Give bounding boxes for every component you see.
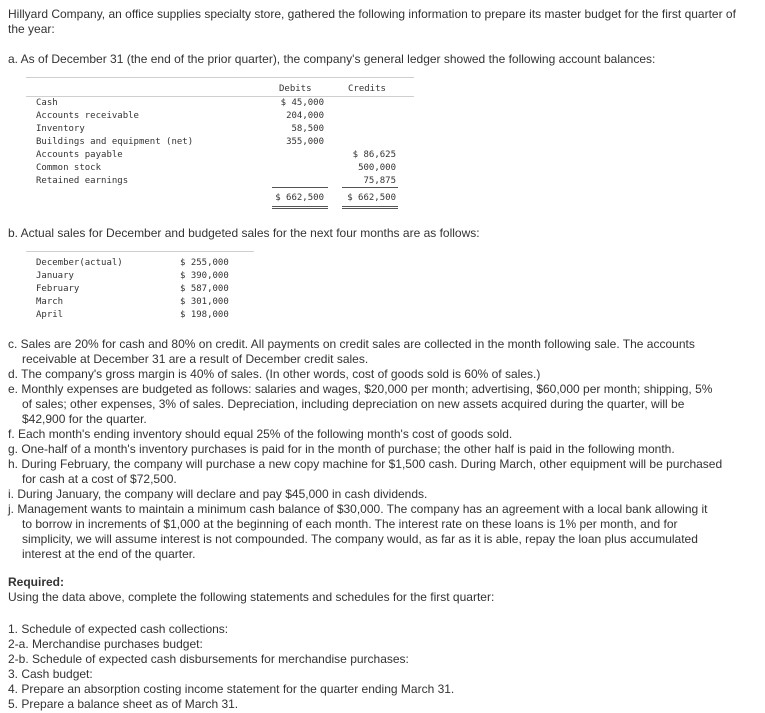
ledger-debit-value: 58,500 — [291, 124, 324, 134]
sales-amount-value: $ 390,000 — [180, 271, 229, 281]
item-j-line: interest at the end of the quarter. — [22, 547, 196, 561]
required-label: Required: — [8, 575, 65, 589]
ledger-table — [26, 77, 416, 211]
required-text: Using the data above, complete the following statements and schedules for the first quarter: — [8, 590, 495, 604]
sales-table — [26, 251, 256, 326]
list-item: 2-b. Schedule of expected cash disbursements for merchandise purchases: — [8, 652, 409, 666]
list-item: 3. Cash budget: — [8, 667, 93, 681]
item-j-line: to borrow in increments of $1,000 at the beginning of each month. The interest rate on these loans is 1% per month, and for — [22, 517, 678, 531]
ledger-row-name: Inventory — [36, 124, 85, 134]
ledger-debits-column — [264, 97, 324, 149]
item-h-line: for cash at a cost of $72,500. — [22, 472, 177, 486]
ledger-debit-value: $ 45,000 — [280, 98, 324, 108]
sales-amount-value: $ 587,000 — [180, 284, 229, 294]
ledger-row-name: Buildings and equipment (net) — [36, 137, 194, 147]
part-b-heading: b. Actual sales for December and budgeted sales for the next four months are as follows: — [8, 226, 480, 240]
ledger-row-name: Retained earnings — [36, 176, 129, 186]
sales-months — [36, 257, 123, 322]
ledger-total-debit: $ 662,500 — [275, 193, 324, 203]
required-list — [8, 622, 454, 712]
item-e-line: e. Monthly expenses are budgeted as follows: salaries and wages, $20,000 per month; advertising, $60,000 per month; shipping, 5% — [8, 382, 713, 396]
item-e — [8, 382, 760, 427]
sales-month-label: January — [36, 271, 74, 281]
item-d: d. The company's gross margin is 40% of sales. (In other words, cost of goods sold is 60% of sales.) — [8, 367, 541, 381]
sales-month-label: March — [36, 297, 64, 307]
item-h-line: h. During February, the company will purchase a new copy machine for $1,500 cash. During March, other equipment will be purchased — [8, 457, 723, 471]
list-item: 2-a. Merchandise purchases budget: — [8, 637, 203, 651]
part-a-heading: a. As of December 31 (the end of the prior quarter), the company's general ledger showed the following account balances: — [8, 52, 656, 66]
item-e-line: of sales; other expenses, 3% of sales. Depreciation, including depreciation on new assets acquired during the quarter, will be — [22, 397, 685, 411]
ledger-debit-value: 204,000 — [286, 111, 324, 121]
col-debits-header: Debits — [279, 84, 312, 94]
item-f: f. Each month's ending inventory should equal 25% of the following month's cost of goods sold. — [8, 427, 513, 441]
ledger-credit-value: $ 86,625 — [352, 150, 396, 160]
item-c — [8, 337, 760, 367]
item-g: g. One-half of a month's inventory purchases is paid for in the month of purchase; the other half is paid in the following month. — [8, 442, 675, 456]
item-j-line: j. Management wants to maintain a minimum cash balance of $30,000. The company has an agreement with a local bank allowing it — [8, 502, 708, 516]
sales-amount-value: $ 198,000 — [180, 310, 229, 320]
item-e-line: $42,900 for the quarter. — [22, 412, 147, 426]
sales-amount-value: $ 301,000 — [180, 297, 229, 307]
item-i: i. During January, the company will declare and pay $45,000 in cash dividends. — [8, 487, 428, 501]
ledger-credits-column — [332, 149, 396, 188]
ledger-row-name: Accounts payable — [36, 150, 123, 160]
sales-month-label: February — [36, 284, 80, 294]
ledger-credit-value: 500,000 — [358, 163, 396, 173]
ledger-debit-value: 355,000 — [286, 137, 324, 147]
ledger-row-name: Common stock — [36, 163, 102, 173]
ledger-credit-value: 75,875 — [363, 176, 396, 186]
item-c-line: receivable at December 31 are a result of December credit sales. — [22, 352, 369, 366]
item-j-line: simplicity, we will assume interest is not compounded. The company would, as far as it is able, repay the loan plus accumulated — [22, 532, 698, 546]
list-item: 4. Prepare an absorption costing income statement for the quarter ending March 31. — [8, 682, 455, 696]
item-h — [8, 457, 760, 487]
ledger-row-name: Accounts receivable — [36, 111, 139, 121]
item-c-line: c. Sales are 20% for cash and 80% on credit. All payments on credit sales are collected in the month following sale. The accounts — [8, 337, 695, 351]
list-item: 1. Schedule of expected cash collections: — [8, 622, 229, 636]
col-credits-header: Credits — [348, 84, 386, 94]
ledger-total-credit: $ 662,500 — [347, 193, 396, 203]
list-item: 5. Prepare a balance sheet as of March 31. — [8, 697, 239, 711]
sales-amounts — [180, 257, 229, 322]
ledger-row-name: Cash — [36, 98, 58, 108]
item-j — [8, 502, 760, 562]
sales-amount-value: $ 255,000 — [180, 258, 229, 268]
sales-month-label: December(actual) — [36, 258, 123, 268]
intro-paragraph: Hillyard Company, an office supplies specialty store, gathered the following information to prepare its master budget for the first quarter of the year: — [8, 7, 736, 36]
sales-month-label: April — [36, 310, 64, 320]
ledger-account-names — [36, 97, 193, 188]
